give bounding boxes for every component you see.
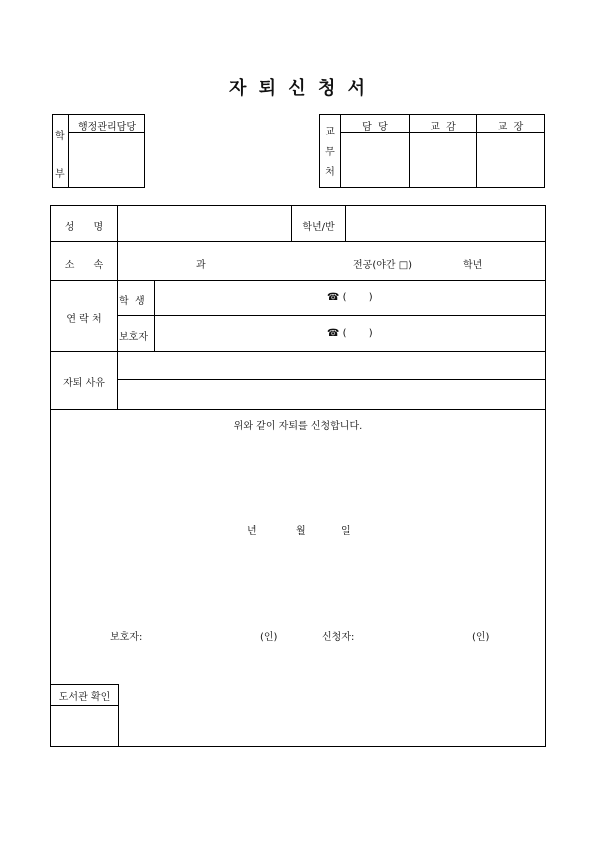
sign-area-vice-principal[interactable] [410, 133, 475, 187]
guardian-seal[interactable]: (인) [260, 632, 278, 643]
affiliation-label: 소 속 [64, 260, 104, 271]
statement-text: 위와 같이 자퇴를 신청합니다. [233, 421, 363, 432]
admin-header: 행정관리담당 [78, 122, 136, 133]
sign-area-principal[interactable] [477, 133, 543, 187]
guardian-label: 보호자 [119, 332, 148, 343]
date-year: 년 [247, 526, 257, 537]
date-month: 월 [296, 526, 306, 537]
reason-field-line-2[interactable] [118, 380, 544, 408]
admin-approval-box [52, 114, 145, 188]
name-field[interactable] [118, 207, 290, 240]
grade-class-label: 학년/반 [302, 222, 335, 233]
contact-label: 연 락 처 [66, 314, 102, 325]
department-suffix: 과 [196, 260, 206, 271]
grade-class-field[interactable] [346, 207, 544, 240]
guardian-sign-label: 보호자: [110, 632, 143, 643]
admin-sign-area[interactable] [69, 133, 144, 187]
side-label-3: 처 [325, 167, 335, 178]
student-phone[interactable]: ☎ ( ) [327, 292, 373, 303]
applicant-seal[interactable]: (인) [472, 632, 490, 643]
reason-field-line-1[interactable] [118, 352, 544, 378]
header-vice-principal: 교 감 [430, 122, 456, 133]
applicant-sign-label: 신청자: [322, 632, 355, 643]
reason-label: 자퇴 사유 [63, 378, 105, 389]
page-title: 자 퇴 신 청 서 [228, 78, 366, 99]
sign-area-manager[interactable] [341, 133, 408, 187]
side-label-top: 학 [55, 131, 65, 142]
student-label: 학 생 [119, 296, 145, 307]
library-confirm-area[interactable] [52, 706, 117, 745]
withdrawal-form [50, 205, 546, 747]
side-label-2: 무 [325, 147, 335, 158]
header-manager: 담 당 [362, 122, 388, 133]
side-label-1: 교 [325, 127, 335, 138]
side-label-bottom: 부 [55, 169, 65, 180]
guardian-phone[interactable]: ☎ ( ) [327, 328, 373, 339]
header-principal: 교 장 [497, 122, 524, 133]
library-confirm-label: 도서관 확인 [58, 692, 111, 703]
major-night-checkbox-text[interactable]: 전공(야간 □) [353, 260, 413, 271]
year-suffix: 학년 [463, 260, 483, 271]
date-day: 일 [341, 526, 351, 537]
name-label: 성 명 [64, 222, 104, 233]
academic-approval-box [319, 114, 545, 188]
